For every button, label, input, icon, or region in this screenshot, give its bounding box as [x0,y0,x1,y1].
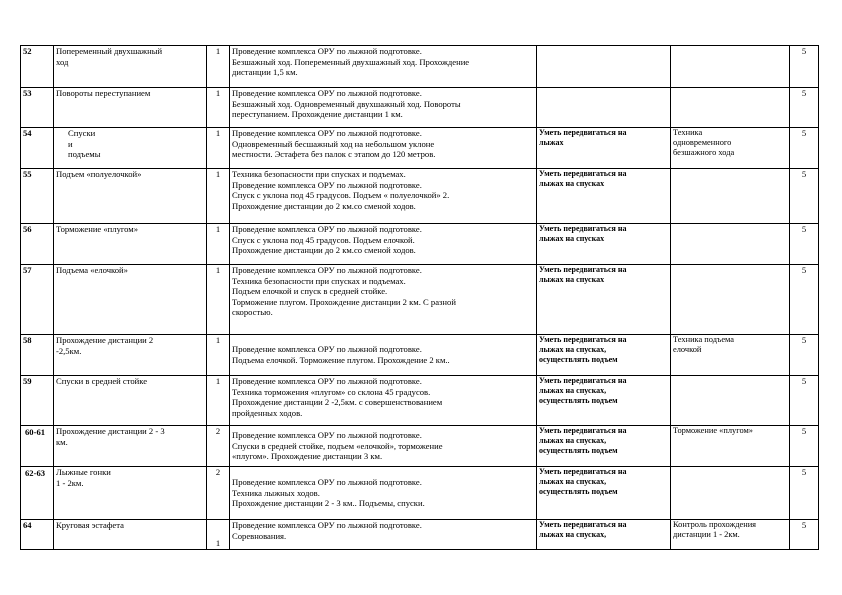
requirements-line: лыжах на спусках [539,275,605,284]
lesson-content-line: Безшажный ход. Одновременный двухшажный ход. Повороты [232,98,461,109]
lesson-content-line: Спуск с уклона под 45 градусов. Подъем елочкой. [232,234,415,245]
control-line: одновременного [673,138,732,147]
lesson-title-line: подъемы [68,149,101,160]
table-row [21,376,819,426]
grade-cell: 5 [790,335,819,376]
lesson-number-cell: 58 [21,335,54,376]
lesson-content-cell [230,88,537,128]
control-cell [671,376,790,426]
requirements-line: Уметь передвигаться на [539,335,627,344]
lesson-title-line: 1 - 2км. [56,477,84,488]
lesson-content-cell [230,46,537,88]
requirements-line: Уметь передвигаться на [539,426,627,435]
lesson-number-cell: 52 [21,46,54,88]
lesson-title-cell [54,376,207,426]
lesson-content-line: Проведение комплекса ОРУ по лыжной подготовке. [232,224,422,234]
requirements-line: лыжах на спусках, [539,477,607,486]
requirements-line: Уметь передвигаться на [539,265,627,274]
requirements-line: лыжах на спусках, [539,386,607,395]
lesson-content-line: Прохождение дистанции 2 -2,5км. с совершенствованием [232,397,443,408]
lesson-content-cell [230,335,537,376]
grade-cell: 5 [790,376,819,426]
requirements-line: Уметь передвигаться на [539,520,627,529]
lesson-title-line: ход [56,56,69,67]
lesson-title-line: Повороты переступанием [56,88,151,98]
grade-cell: 5 [790,88,819,128]
control-cell [671,88,790,128]
hours-cell: 1 [207,224,230,265]
table-row [21,224,819,265]
hours-cell: 1 [207,46,230,88]
lesson-content-line: Спуски в средней стойке, подъем «елочкой», торможение [232,440,443,451]
requirements-line: лыжах на спусках, [539,345,607,354]
requirements-line: лыжах [539,138,564,147]
lesson-content-line: Проведение комплекса ОРУ по лыжной подготовке. [232,179,422,190]
requirements-line: лыжах на спусках, [539,436,607,445]
lesson-title-line: Прохождение дистанции 2 [56,335,154,345]
control-line: елочкой [673,345,702,354]
lesson-title-cell [54,224,207,265]
lesson-content-line: Проведение комплекса ОРУ по лыжной подготовке. [232,344,422,355]
control-cell [671,335,790,376]
control-line: Торможение «плугом» [673,426,753,435]
requirements-line: осуществлять подъем [539,355,618,364]
lesson-content-line: переступанием. Прохождение дистанции 1 км. [232,109,403,120]
lesson-content-line: местности. Эстафета без палок с этапом до 120 метров. [232,149,436,160]
lesson-content-line: Проведение комплекса ОРУ по лыжной подготовке. [232,88,422,98]
requirements-line: лыжах на спусках, [539,530,607,539]
lesson-content-cell [230,128,537,169]
table-row [21,128,819,169]
table-row [21,169,819,224]
lesson-title-cell [54,169,207,224]
lesson-content-line: Техника безопасности при спусках и подъемах. [232,275,406,286]
control-line: Техника [673,128,703,137]
lesson-content-cell [230,376,537,426]
requirements-cell [537,224,671,265]
requirements-line: осуществлять подъем [539,396,618,405]
requirements-cell [537,335,671,376]
lesson-content-line: Техника безопасности при спусках и подъемах. [232,169,406,179]
table-row [21,467,819,520]
lesson-number-cell: 64 [21,520,54,550]
lesson-number-cell: 54 [21,128,54,169]
requirements-line: лыжах на спусках [539,179,605,188]
control-cell [671,169,790,224]
lesson-title-line: Лыжные гонки [56,467,111,477]
control-cell [671,224,790,265]
requirements-line: Уметь передвигаться на [539,376,627,385]
control-line: Контроль прохождения [673,520,757,529]
lesson-title-cell [54,46,207,88]
hours-cell: 1 [207,265,230,335]
lesson-content-cell [230,169,537,224]
control-cell [671,265,790,335]
lesson-content-line: Проведение комплекса ОРУ по лыжной подготовке. [232,128,422,138]
grade-cell: 5 [790,426,819,467]
hours-cell: 1 [207,520,230,550]
table-row [21,335,819,376]
lesson-content-line: Безшажный ход. Попеременный двухшажный ход. Прохождение [232,56,470,67]
hours-cell: 1 [207,335,230,376]
lesson-content-line: Проведение комплекса ОРУ по лыжной подготовке. [232,520,422,530]
control-cell [671,128,790,169]
lesson-number-cell: 59 [21,376,54,426]
hours-cell: 2 [207,467,230,520]
hours-cell: 1 [207,169,230,224]
lesson-content-cell [230,224,537,265]
table-row [21,520,819,550]
lesson-content-line: Одновременный бесшажный ход на небольшом уклоне [232,138,435,149]
hours-cell: 1 [207,376,230,426]
grade-cell: 5 [790,128,819,169]
lesson-title-cell [54,520,207,550]
lesson-number-cell: 56 [21,224,54,265]
hours-cell: 2 [207,426,230,467]
requirements-cell [537,46,671,88]
lesson-content-line: Подъем елочкой и спуск в средней стойке. [232,286,388,297]
requirements-line: осуществлять подъем [539,446,618,455]
lesson-title-cell [54,335,207,376]
lesson-content-line: Торможение плугом. Прохождение дистанции 2 км. С разной [232,296,456,307]
lesson-content-line: Прохождение дистанции 2 - 3 км.. Подъемы, спуски. [232,498,425,509]
table-row [21,46,819,88]
lesson-content-line: Спуск с уклона под 45 градусов. Подъем « полуелочкой» 2. [232,190,450,201]
lesson-title-cell [54,467,207,520]
lesson-title-line: Спуски [68,128,96,138]
lesson-title-line: Прохождение дистанции 2 - 3 [56,426,165,436]
requirements-line: лыжах на спусках [539,234,605,243]
lesson-plan-table [20,45,819,550]
requirements-line: осуществлять подъем [539,487,618,496]
requirements-cell [537,265,671,335]
table-row [21,88,819,128]
control-cell [671,46,790,88]
grade-cell: 5 [790,520,819,550]
lesson-title-line: Попеременный двухшажный [56,46,163,56]
requirements-line: Уметь передвигаться на [539,467,627,476]
grade-cell: 5 [790,169,819,224]
lesson-title-line: и [68,138,73,149]
lesson-content-line: дистанции 1,5 км. [232,67,298,78]
lesson-content-cell [230,426,537,467]
grade-cell: 5 [790,265,819,335]
grade-cell: 5 [790,46,819,88]
lesson-content-line: Проведение комплекса ОРУ по лыжной подготовке. [232,376,422,386]
requirements-cell [537,128,671,169]
lesson-content-line: скоростью. [232,307,273,318]
lesson-content-line: Прохождение дистанции до 2 км.со сменой ходов. [232,245,416,256]
lesson-title-cell [54,88,207,128]
control-cell [671,426,790,467]
lesson-title-line: Круговая эстафета [56,520,124,530]
lesson-title-line: -2,5км. [56,345,82,356]
lesson-content-cell [230,520,537,550]
lesson-content-line: Соревнования. [232,530,287,541]
control-cell [671,520,790,550]
requirements-cell [537,426,671,467]
hours-cell: 1 [207,88,230,128]
requirements-line: Уметь передвигаться на [539,169,627,178]
lesson-title-line: км. [56,436,68,447]
lesson-content-line: Техника лыжных ходов. [232,487,320,498]
lesson-content-line: Прохождение дистанции до 2 км.со сменой ходов. [232,200,416,211]
table-row [21,265,819,335]
control-line: дистанции 1 - 2км. [673,530,740,539]
lesson-content-line: Проведение комплекса ОРУ по лыжной подготовке. [232,430,422,441]
lesson-title-line: Подъема «елочкой» [56,265,128,275]
lesson-content-line: Техника торможения «плугом» со склона 45 градусов. [232,386,431,397]
lesson-content-cell [230,265,537,335]
lesson-content-line: Проведение комплекса ОРУ по лыжной подготовке. [232,46,422,56]
lesson-title-cell [54,128,207,169]
lesson-content-line: Проведение комплекса ОРУ по лыжной подготовке. [232,265,422,275]
lesson-number-cell: 53 [21,88,54,128]
lesson-content-line: пройденных ходов. [232,407,303,418]
lesson-content-line: Проведение комплекса ОРУ по лыжной подготовке. [232,477,422,488]
lesson-content-cell [230,467,537,520]
lesson-title-line: Подъем «полуелочкой» [56,169,142,179]
lesson-content-line: Подъема елочкой. Торможение плугом. Прохождение 2 км.. [232,355,450,365]
control-line: Техника подъема [673,335,735,344]
requirements-cell [537,376,671,426]
lesson-title-line: Торможение «плугом» [56,224,139,234]
grade-cell: 5 [790,224,819,265]
lesson-number-cell: 62-63 [21,467,54,520]
requirements-cell [537,169,671,224]
lesson-title-line: Спуски в средней стойке [56,376,148,386]
requirements-line: Уметь передвигаться на [539,128,627,137]
requirements-cell [537,88,671,128]
requirements-cell [537,520,671,550]
requirements-line: Уметь передвигаться на [539,224,627,233]
control-cell [671,467,790,520]
requirements-cell [537,467,671,520]
lesson-number-cell: 57 [21,265,54,335]
lesson-content-line: «плугом». Прохождение дистанции 3 км. [232,451,383,462]
control-line: безшажного хода [673,148,735,157]
table-body [21,46,819,550]
hours-cell: 1 [207,128,230,169]
lesson-title-cell [54,426,207,467]
lesson-number-cell: 60-61 [21,426,54,467]
lesson-title-cell [54,265,207,335]
table-row [21,426,819,467]
lesson-number-cell: 55 [21,169,54,224]
grade-cell: 5 [790,467,819,520]
